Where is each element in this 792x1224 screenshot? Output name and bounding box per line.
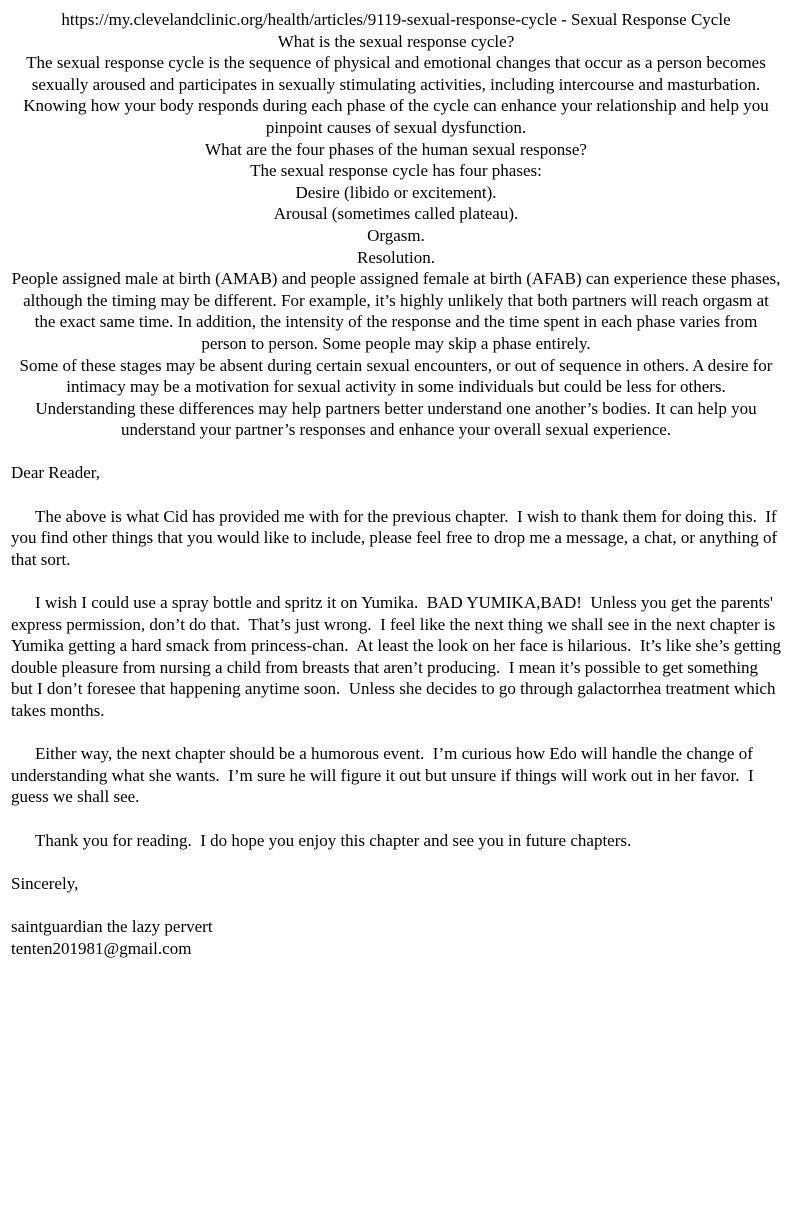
article-source-line: https://my.clevelandclinic.org/health/articles/9119-sexual-response-cycle - Sexual Response Cycle bbox=[61, 10, 731, 29]
article-paragraph-understanding: Understanding these differences may help partners better understand one another’s bodies. It can help you understand your partner’s responses and enhance your overall sexual experience. bbox=[35, 398, 761, 440]
note-paragraph-thanks: The above is what Cid has provided me with for the previous chapter. I wish to thank them for doing this. If you find other things that you would like to include, please feel free to drop me a message, a chat, or anything of that sort. bbox=[11, 506, 782, 569]
note-paragraph-next-chapter: Either way, the next chapter should be a humorous event. I’m curious how Edo will handle the change of understanding what she wants. I’m sure he will figure it out but unsure if things will work out in her favor. I guess we shall see. bbox=[11, 744, 758, 807]
phase-desire: Desire (libido or excitement). bbox=[295, 182, 497, 202]
closing: Sincerely, bbox=[11, 873, 79, 893]
phase-orgasm: Orgasm. bbox=[367, 225, 425, 245]
article-excerpt bbox=[11, 9, 785, 441]
author-note bbox=[11, 462, 786, 959]
phase-resolution: Resolution. bbox=[357, 247, 435, 267]
note-paragraph-yumika: I wish I could use a spray bottle and spritz it on Yumika. BAD YUMIKA,BAD! Unless you get the parents' express permission, don’t do that. That’s just wrong. I feel like the next thing we shall see in the next chapter is Yumika getting a hard smack from princess-chan. At least the look on her face is hilarious. It’s like she’s getting double pleasure from nursing a child from breasts that aren’t producing. I mean it’s possible to get something but I don’t foresee that happening anytime soon. Unless she decides to go through galactorrhea treatment which takes months. bbox=[11, 593, 786, 720]
phase-arousal: Arousal (sometimes called plateau). bbox=[273, 204, 519, 224]
note-paragraph-thank-you: Thank you for reading. I do hope you enjoy this chapter and see you in future chapters. bbox=[35, 830, 632, 850]
phases-lead-in: The sexual response cycle has four phases: bbox=[250, 161, 542, 181]
article-question-what-is: What is the sexual response cycle? bbox=[277, 31, 515, 51]
article-intro-paragraph: The sexual response cycle is the sequence of physical and emotional changes that occur as a person becomes sexually aroused and participates in sexually stimulating activities, including intercourse and masturbation. Knowing how your body responds during each phase of the cycle can enhance your relationship and help you pinpoint causes of sexual dysfunction. bbox=[23, 53, 773, 137]
article-paragraph-timing: People assigned male at birth (AMAB) and people assigned female at birth (AFAB) can experience these phases, although the timing may be different. For example, it’s highly unlikely that both partners will reach orgasm at the exact same time. In addition, the intensity of the response and the time spent in each phase varies from person to person. Some people may skip a phase entirely. bbox=[11, 269, 785, 353]
article-paragraph-stages: Some of these stages may be absent during certain sexual encounters, or out of sequence in others. A desire for intimacy may be a motivation for sexual activity in some individuals but could be less for others. bbox=[19, 355, 777, 397]
signature-name: saintguardian the lazy pervert bbox=[11, 916, 213, 936]
signature-email: tenten201981@gmail.com bbox=[11, 938, 192, 958]
salutation: Dear Reader, bbox=[11, 463, 100, 483]
article-question-four-phases: What are the four phases of the human sexual response? bbox=[205, 139, 587, 159]
